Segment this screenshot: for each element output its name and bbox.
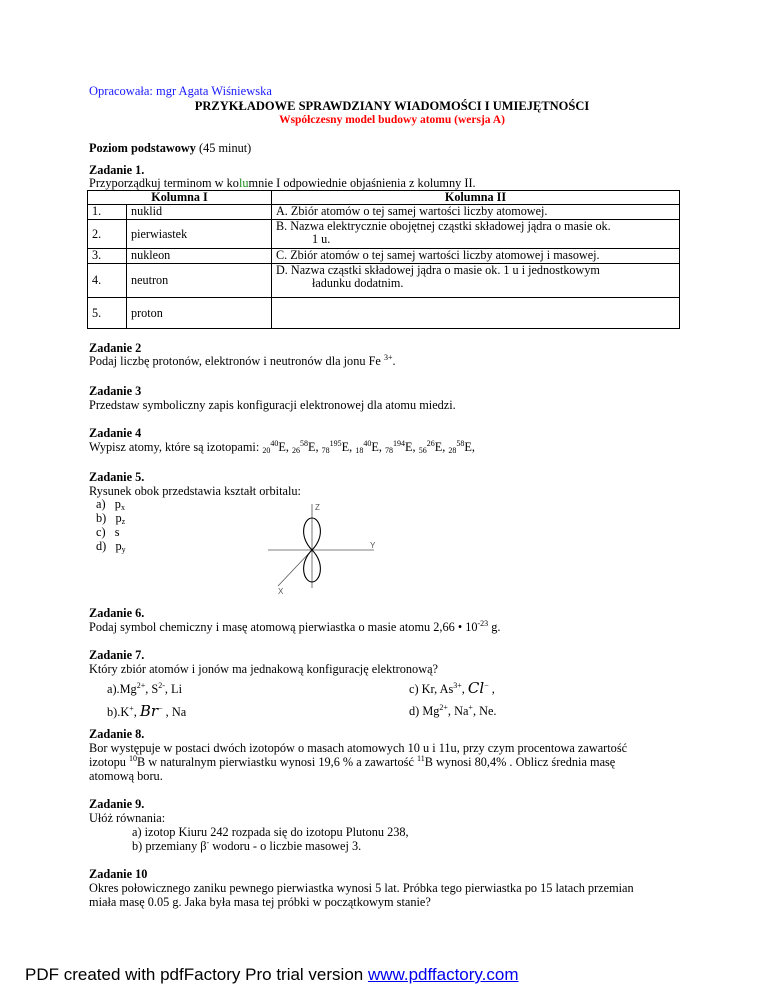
task8-line1: Bor występuje w postaci dwóch izotopów o masach atomowych 10 u i 11u, przy czym procentowa zawartość bbox=[89, 741, 628, 755]
isotope: $_{18}^{40}$E, bbox=[355, 439, 382, 455]
task4-title: Zadanie 4 bbox=[89, 426, 142, 440]
row-number: 3. bbox=[88, 249, 127, 264]
isotope: $_{78}^{194}$E, bbox=[385, 439, 416, 455]
task2-text: Podaj liczbę protonów, elektronów i neutronów dla jonu Fe $^{3+}$. bbox=[89, 353, 396, 368]
task3-title: Zadanie 3 bbox=[89, 384, 142, 398]
isotope: $_{78}^{195}$E, bbox=[321, 439, 353, 455]
document-subtitle: Współczesny model budowy atomu (wersja A) bbox=[279, 114, 505, 126]
task9-title: Zadanie 9. bbox=[89, 797, 145, 811]
table-row bbox=[88, 264, 680, 298]
option-c: c) s bbox=[96, 525, 120, 539]
matching-table bbox=[87, 190, 680, 329]
task4-text: Wypisz atomy, które są izotopami: $_{20}^{40}$E, $_{26}^{58}$E, $_{78}^{195}$E, $_{18}^{40}$E, $_{78}^{194}$E, $_{56}^{26}$E, $_{28}^{58}$E, bbox=[89, 439, 475, 455]
answer-a: $a).Mg^{2+}$, $S^{2-}$, Li bbox=[107, 681, 182, 696]
task1-instruction: Przyporządkuj terminom w kolumnie I odpowiednie objaśnienia z kolumny II. bbox=[89, 176, 476, 190]
orbital-diagram bbox=[262, 500, 382, 596]
row-term: nukleon bbox=[127, 249, 272, 264]
axis-label-z: Z bbox=[315, 503, 320, 512]
row-term: pierwiastek bbox=[127, 220, 272, 249]
task8-line2: izotopu $^{10}$B w naturalnym pierwiastku wynosi 19,6 % a zawartość $^{11}$B wynosi 80,4% . Oblicz średnia masę bbox=[89, 754, 616, 769]
row-number: 4. bbox=[88, 264, 127, 298]
row-definition: B. Nazwa elektrycznie obojętnej cząstki składowej jądra o masie ok. 1 u. bbox=[272, 220, 680, 249]
isotope: $_{56}^{26}$E, bbox=[418, 439, 446, 455]
option-a: a) $p_x$ bbox=[96, 497, 125, 512]
x-axis bbox=[278, 550, 312, 586]
task7-text: Który zbiór atomów i jonów ma jednakową konfigurację elektronową? bbox=[89, 662, 438, 676]
task6-text: Podaj symbol chemiczny i masę atomową pierwiastka o masie atomu 2,66 • $10^{-23}$ g. bbox=[89, 619, 501, 634]
table-row bbox=[88, 205, 680, 220]
task9-text: Ułóż równania: bbox=[89, 811, 166, 825]
pdf-footer: PDF created with pdfFactory Pro trial version www.pdffactory.com bbox=[25, 965, 519, 984]
task5-title: Zadanie 5. bbox=[89, 470, 145, 484]
task5-text: Rysunek obok przedstawia kształt orbitalu: bbox=[89, 484, 301, 498]
task9-b: b) przemiany β- wodoru - o liczbie masowej 3. bbox=[132, 838, 362, 853]
document-title: PRZYKŁADOWE SPRAWDZIANY WIADOMOŚCI I UMIEJĘTNOŚCI bbox=[194, 99, 590, 113]
task3-text: Przedstaw symboliczny zapis konfiguracji elektronowej dla atomu miedzi. bbox=[89, 398, 456, 412]
row-definition bbox=[272, 298, 680, 329]
isotope: $_{26}^{58}$E, bbox=[292, 439, 319, 455]
table-row bbox=[88, 249, 680, 264]
axis-label-x: X bbox=[278, 587, 284, 596]
task9-a: a) izotop Kiuru 242 rozpada się do izotopu Plutonu 238, bbox=[132, 825, 409, 839]
task7-title: Zadanie 7. bbox=[89, 648, 145, 662]
row-definition: A. Zbiór atomów o tej samej wartości liczby atomowej. bbox=[272, 205, 680, 220]
isotope: $_{28}^{58}$E, bbox=[448, 439, 475, 455]
answer-d: d) $Mg^{2+}$, Na+, Ne. bbox=[409, 703, 497, 718]
task8-title: Zadanie 8. bbox=[89, 727, 145, 741]
row-definition: D. Nazwa cząstki składowej jądra o masie ok. 1 u i jednostkowym ładunku dodatnim. bbox=[272, 264, 680, 298]
author-line: Opracowała: mgr Agata Wiśniewska bbox=[89, 84, 272, 98]
task10-line2: miała masę 0.05 g. Jaka była masa tej próbki w początkowym stanie? bbox=[89, 895, 431, 909]
row-number: 2. bbox=[88, 220, 127, 249]
option-d: d) $p_y$ bbox=[96, 539, 126, 554]
row-term: neutron bbox=[127, 264, 272, 298]
axis-label-y: Y bbox=[370, 541, 376, 550]
row-definition: C. Zbiór atomów o tej samej wartości liczby atomowej i masowej. bbox=[272, 249, 680, 264]
task1-title: Zadanie 1. bbox=[89, 163, 145, 177]
task8-line3: atomową boru. bbox=[89, 769, 163, 783]
column-2-header: Kolumna II bbox=[272, 191, 680, 205]
row-number: 5. bbox=[88, 298, 127, 329]
option-b: b) $p_z$ bbox=[96, 511, 126, 526]
task6-title: Zadanie 6. bbox=[89, 606, 145, 620]
task2-title: Zadanie 2 bbox=[89, 341, 142, 355]
level-line: Poziom podstawowy (45 minut) bbox=[89, 141, 252, 155]
table-row bbox=[88, 220, 680, 249]
row-term: nuklid bbox=[127, 205, 272, 220]
row-number: 1. bbox=[88, 205, 127, 220]
isotope: $_{20}^{40}$E, bbox=[262, 439, 289, 455]
pdffactory-link[interactable]: www.pdffactory.com bbox=[367, 965, 519, 984]
answer-c: c) Kr, $As^{3+}$, Cl− , bbox=[409, 679, 495, 697]
task10-title: Zadanie 10 bbox=[89, 867, 148, 881]
row-term: proton bbox=[127, 298, 272, 329]
table-row bbox=[88, 298, 680, 329]
table-header-row bbox=[88, 191, 680, 205]
task10-line1: Okres połowicznego zaniku pewnego pierwiastka wynosi 5 lat. Próbka tego pierwiastka po 15 latach przemian bbox=[89, 881, 634, 895]
answer-b: b).K+, Br− , Na bbox=[107, 702, 187, 720]
column-1-header: Kolumna I bbox=[88, 191, 272, 205]
